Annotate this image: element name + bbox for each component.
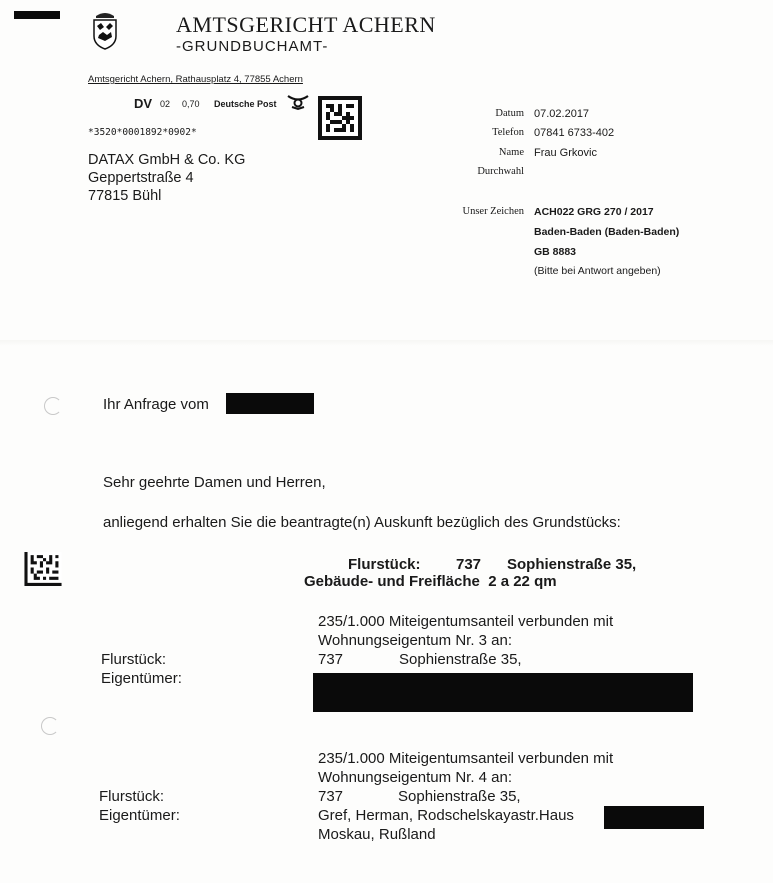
unser-zeichen-value: ACH022 GRG 270 / 2017 [534, 206, 654, 218]
entry2-address: Sophienstraße 35, [398, 788, 521, 805]
flurstueck-label: Flurstück: [348, 556, 421, 573]
postage-amount: 0,70 [182, 99, 200, 109]
return-address: Amtsgericht Achern, Rathausplatz 4, 77855 Achern [88, 74, 303, 85]
entry1-unit: Wohnungseigentum Nr. 3 an: [318, 632, 513, 649]
postage-barcode-number: *3520*0001892*0902* [88, 127, 197, 138]
postage-carrier: Deutsche Post [214, 99, 277, 109]
coat-of-arms-icon [90, 10, 120, 50]
unser-zeichen-label: Unser Zeichen [462, 206, 524, 217]
salutation: Sehr geehrte Damen und Herren, [103, 474, 326, 491]
name-value: Frau Grkovic [534, 147, 597, 159]
punch-hole-upper [44, 397, 62, 415]
entry2-flurstueck-label: Flurstück: [99, 788, 165, 805]
intro-text: anliegend erhalten Sie die beantragte(n) Auskunft bezüglich des Grundstücks: [103, 514, 621, 531]
entry2-share: 235/1.000 Miteigentumsanteil verbunden mit [318, 750, 614, 767]
datum-label: Datum [495, 108, 524, 119]
entry1-address: Sophienstraße 35, [399, 651, 522, 668]
entry2-unit: Wohnungseigentum Nr. 4 an: [318, 769, 513, 786]
flurstueck-address: Sophienstraße 35, [507, 556, 637, 573]
redaction-entry2-house [604, 806, 704, 829]
entry1-number: 737 [318, 651, 344, 668]
grundbuch-district: Baden-Baden (Baden-Baden) [534, 226, 680, 238]
entry2-owner-label: Eigentümer: [99, 807, 180, 824]
entry1-owner-label: Eigentümer: [101, 670, 182, 687]
postage-code: 02 [160, 99, 171, 109]
flurstueck-number: 737 [456, 556, 482, 573]
telefon-value: 07841 6733-402 [534, 127, 615, 139]
datum-value: 07.02.2017 [534, 108, 590, 120]
recipient-line3: 77815 Bühl [88, 188, 162, 204]
redaction-anfrage-date [226, 393, 314, 414]
postage-dv: DV [134, 96, 153, 111]
flaeche-line: Gebäude- und Freifläche 2 a 22 qm [304, 573, 557, 590]
postage-datamatrix-icon [318, 96, 362, 140]
recipient-line2: Geppertstraße 4 [88, 170, 194, 186]
entry2-owner-line2: Moskau, Rußland [318, 826, 436, 843]
entry2-number: 737 [318, 788, 344, 805]
redaction-entry1-owner [313, 673, 693, 712]
scan-fold-shade [0, 340, 773, 346]
deutsche-post-horn-icon [286, 93, 310, 111]
recipient-line1: DATAX GmbH & Co. KG [88, 152, 246, 168]
redaction-mark-top [14, 11, 60, 19]
court-department: -GRUNDBUCHAMT- [176, 38, 329, 55]
reference-note: (Bitte bei Antwort angeben) [534, 265, 661, 277]
punch-hole-lower [41, 717, 59, 735]
name-label: Name [498, 147, 524, 158]
durchwahl-label: Durchwahl [477, 166, 524, 177]
side-datamatrix-icon [24, 552, 62, 586]
telefon-label: Telefon [492, 127, 524, 138]
court-title: AMTSGERICHT ACHERN [176, 12, 436, 37]
anfrage-line: Ihr Anfrage vom [103, 396, 209, 413]
grundbuch-number: GB 8883 [534, 246, 577, 258]
entry1-flurstueck-label: Flurstück: [101, 651, 167, 668]
entry1-share: 235/1.000 Miteigentumsanteil verbunden mit [318, 613, 614, 630]
entry2-owner-line1: Gref, Herman, Rodschelskayastr.Haus [318, 807, 574, 824]
